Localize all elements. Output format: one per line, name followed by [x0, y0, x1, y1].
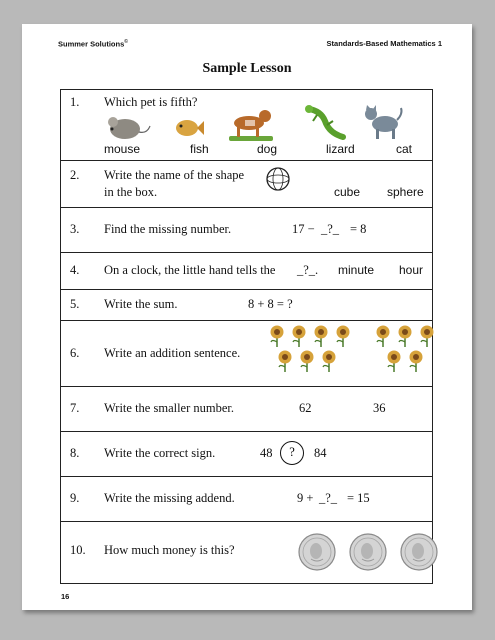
page-number: 16 [61, 592, 70, 601]
question-number: 6. [70, 346, 80, 360]
dime-coin-icon [349, 533, 387, 576]
question-text: On a clock, the little hand tells the [104, 263, 276, 277]
question-text: Write the smaller number. [104, 401, 235, 415]
question-text: How much money is this? [104, 543, 235, 557]
question-row-1 [61, 90, 432, 161]
equation-blank: _?_ [321, 222, 340, 236]
question-text-line2: in the box. [104, 185, 158, 199]
choice-cube: cube [334, 185, 361, 199]
compare-left: 48 [260, 446, 273, 460]
flower-icon [298, 349, 316, 378]
question-text: Write the sum. [104, 297, 178, 311]
flower-icon [276, 349, 294, 378]
choice-cat: cat [396, 142, 413, 156]
lizard-icon [303, 103, 349, 141]
lesson-title: Sample Lesson [202, 61, 292, 76]
sign-circle: ? [280, 441, 304, 465]
cat-icon [363, 104, 405, 142]
question-row-10 [61, 521, 432, 583]
question-number: 7. [70, 401, 80, 415]
question-number: 1. [70, 95, 80, 109]
answer-blank: _?_. [297, 263, 319, 277]
question-row-2 [61, 160, 432, 208]
question-number: 5. [70, 297, 80, 311]
value-second: 36 [373, 401, 386, 415]
choice-hour: hour [399, 263, 424, 277]
question-number: 2. [70, 168, 80, 182]
flower-icon [407, 349, 425, 378]
choice-fish: fish [190, 142, 209, 156]
question-number: 4. [70, 263, 80, 277]
question-text: Which pet is fifth? [104, 95, 198, 109]
question-table [60, 89, 433, 584]
question-number: 9. [70, 491, 80, 505]
dog-icon [225, 106, 277, 142]
question-number: 3. [70, 222, 80, 236]
value-first: 62 [299, 401, 312, 415]
choice-lizard: lizard [326, 142, 355, 156]
fish-icon [171, 114, 205, 140]
question-row-7 [61, 386, 432, 432]
choice-minute: minute [338, 263, 375, 277]
question-text: Write an addition sentence. [104, 346, 241, 360]
question-row-9 [61, 476, 432, 522]
sphere-shape-icon [265, 166, 291, 192]
question-number: 10. [70, 543, 86, 557]
equation-left: 17 − [292, 222, 315, 236]
compare-right: 84 [314, 446, 327, 460]
question-row-5 [61, 289, 432, 321]
header-right: Standards-Based Mathematics 1 [326, 39, 442, 48]
question-text: Find the missing number. [104, 222, 232, 236]
choice-sphere: sphere [387, 185, 424, 199]
question-text: Write the missing addend. [104, 491, 235, 505]
equation-blank: _?_ [319, 491, 338, 505]
question-row-6 [61, 320, 432, 387]
question-text: Write the name of the shape [104, 168, 245, 182]
dime-coin-icon [298, 533, 336, 576]
flower-icon [385, 349, 403, 378]
dime-coin-icon [400, 533, 438, 576]
flower-icon [320, 349, 338, 378]
question-number: 8. [70, 446, 80, 460]
mouse-icon [105, 112, 151, 142]
worksheet-page [22, 24, 472, 610]
question-row-3 [61, 207, 432, 253]
question-text: Write the correct sign. [104, 446, 216, 460]
equation-left: 9 + [297, 491, 314, 505]
question-row-8 [61, 431, 432, 477]
equation-right: = 15 [347, 491, 370, 505]
question-row-4 [61, 252, 432, 290]
choice-mouse: mouse [104, 142, 141, 156]
equation-right: = 8 [350, 222, 367, 236]
choice-dog: dog [257, 142, 278, 156]
sum-expression: 8 + 8 = ? [248, 297, 293, 311]
header-left: Summer Solutions© [58, 39, 128, 49]
